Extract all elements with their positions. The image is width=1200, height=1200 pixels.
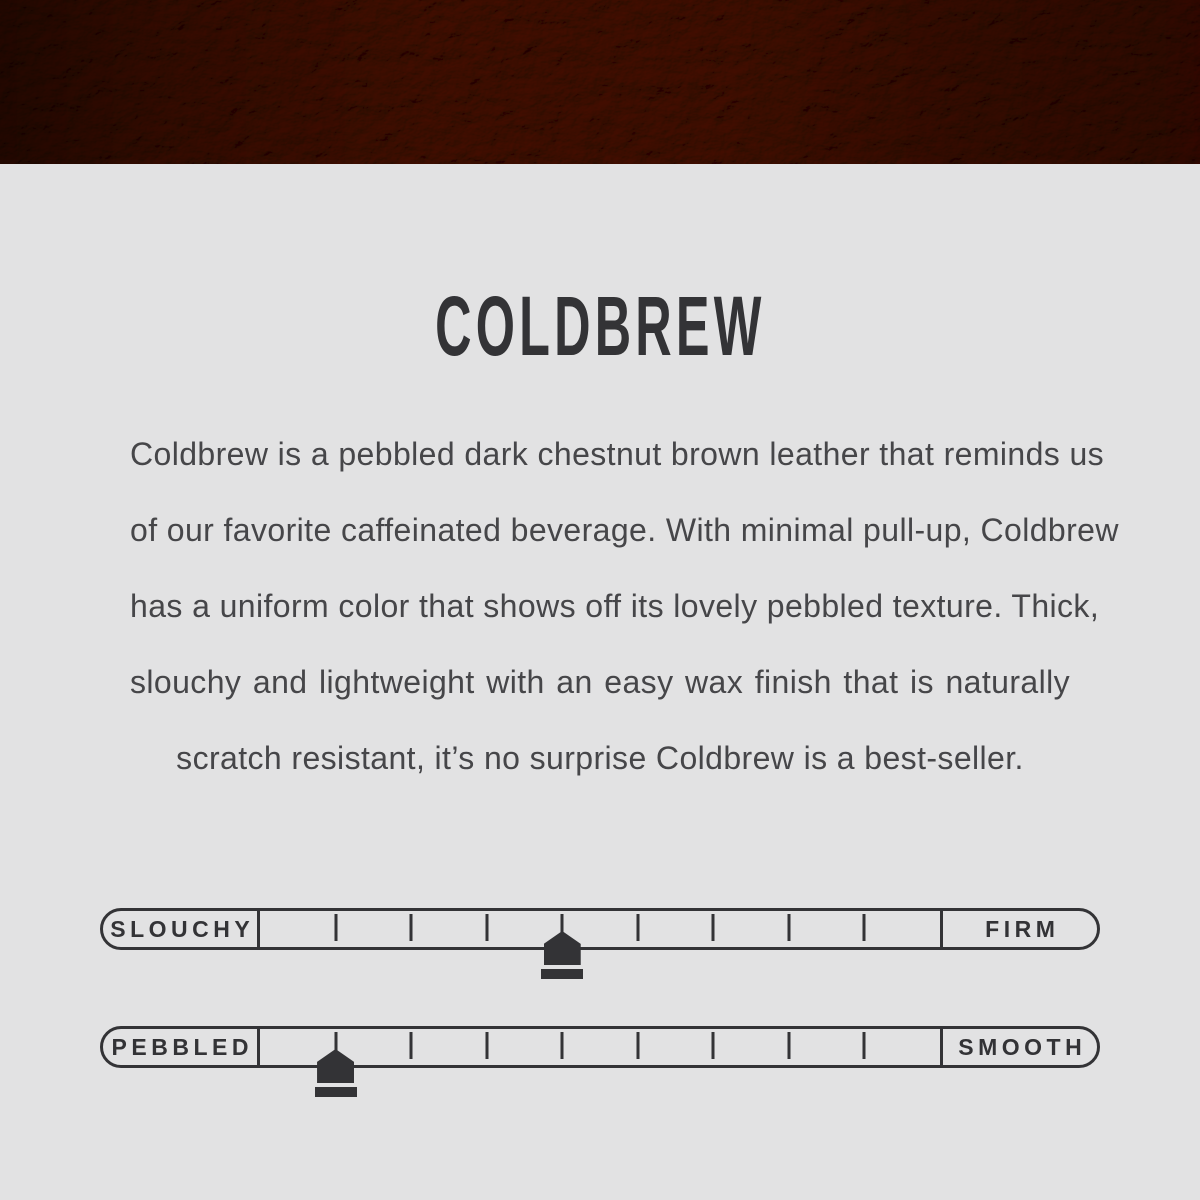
tick-mark <box>636 1032 639 1059</box>
description-line: slouchy and lightweight with an easy wax finish that is naturally <box>130 664 1070 700</box>
slider-right-label: FIRM <box>985 915 1060 942</box>
slider-left-label: PEBBLED <box>111 1033 253 1060</box>
page-title: COLDBREW <box>434 279 766 373</box>
description-paragraph <box>130 416 1119 796</box>
tick-mark <box>863 914 866 941</box>
tick-mark <box>410 1032 413 1059</box>
leather-swatch-image <box>0 0 1200 164</box>
slider-right-label: SMOOTH <box>958 1033 1087 1060</box>
leather-shading-overlay <box>0 0 1200 164</box>
tick-mark <box>863 1032 866 1059</box>
tick-mark <box>410 914 413 941</box>
slider-slouchy-firm <box>100 908 1100 950</box>
tick-mark <box>712 1032 715 1059</box>
marker-pointer-icon <box>544 931 581 965</box>
description-line: scratch resistant, it’s no surprise Coldbrew is a best-seller. <box>176 740 1024 776</box>
slider-pebbled-smooth <box>100 1026 1100 1068</box>
slider-track <box>260 911 940 947</box>
slider-right-cell <box>940 911 1097 947</box>
position-marker <box>315 1049 357 1097</box>
attribute-scales <box>0 908 1200 1068</box>
marker-pointer-icon <box>317 1049 354 1083</box>
marker-base-bar <box>315 1087 357 1097</box>
tick-mark <box>485 914 488 941</box>
slider-track <box>260 1029 940 1065</box>
tick-mark <box>712 914 715 941</box>
marker-base-bar <box>541 969 583 979</box>
slider-left-cell <box>103 1029 260 1065</box>
slider-right-cell <box>940 1029 1097 1065</box>
tick-mark <box>636 914 639 941</box>
slider-pill <box>100 1026 1100 1068</box>
slider-left-label: SLOUCHY <box>110 915 255 942</box>
tick-mark <box>561 1032 564 1059</box>
tick-mark <box>334 914 337 941</box>
tick-mark <box>787 1032 790 1059</box>
description-line: Coldbrew is a pebbled dark chestnut brown leather that reminds us <box>130 436 1105 472</box>
tick-mark <box>787 914 790 941</box>
description-line: has a uniform color that shows off its lovely pebbled texture. Thick, <box>130 588 1100 624</box>
slider-pill <box>100 908 1100 950</box>
slider-left-cell <box>103 911 260 947</box>
description-line: of our favorite caffeinated beverage. With minimal pull-up, Coldbrew <box>130 512 1119 548</box>
position-marker <box>541 931 583 979</box>
tick-mark <box>485 1032 488 1059</box>
